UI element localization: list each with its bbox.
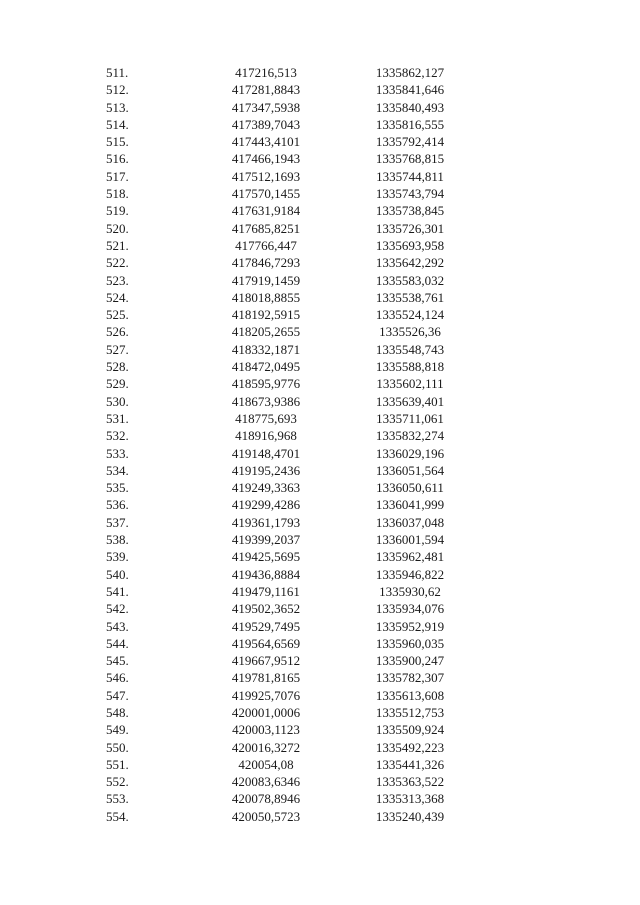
x-coordinate: 417631,9184 [231, 203, 301, 219]
x-coordinate: 417846,7293 [231, 255, 301, 271]
point-number: 531. [106, 410, 129, 426]
table-row [0, 150, 640, 167]
point-number: 534. [106, 462, 129, 478]
y-coordinate: 1335832,274 [375, 428, 445, 444]
point-number: 525. [106, 307, 129, 323]
y-coordinate: 1336051,564 [375, 462, 445, 478]
point-number: 526. [106, 324, 129, 340]
y-coordinate: 1335509,924 [375, 722, 445, 738]
point-number: 514. [106, 116, 129, 132]
point-number: 535. [106, 480, 129, 496]
x-coordinate: 420054,08 [238, 756, 294, 772]
point-number: 532. [106, 428, 129, 444]
y-coordinate: 1335744,811 [376, 168, 444, 184]
table-row [0, 375, 640, 392]
y-coordinate: 1335946,822 [375, 566, 445, 582]
y-coordinate: 1335583,032 [375, 272, 445, 288]
x-coordinate: 418332,1871 [231, 341, 301, 357]
x-coordinate: 417512,1693 [231, 168, 301, 184]
x-coordinate: 418192,5915 [231, 307, 301, 323]
table-row [0, 220, 640, 237]
point-number: 533. [106, 445, 129, 461]
y-coordinate: 1335711,061 [376, 410, 444, 426]
point-number: 512. [106, 82, 129, 98]
table-row [0, 652, 640, 669]
point-number: 521. [106, 237, 129, 253]
point-number: 515. [106, 134, 129, 150]
y-coordinate: 1335363,522 [375, 774, 445, 790]
y-coordinate: 1336041,999 [375, 497, 445, 513]
table-row [0, 600, 640, 617]
point-number: 549. [106, 722, 129, 738]
point-number: 527. [106, 341, 129, 357]
y-coordinate: 1335588,818 [375, 359, 445, 375]
y-coordinate: 1335952,919 [375, 618, 445, 634]
y-coordinate: 1335900,247 [375, 653, 445, 669]
table-row [0, 790, 640, 807]
point-number: 538. [106, 532, 129, 548]
x-coordinate: 417443,4101 [231, 134, 301, 150]
point-number: 518. [106, 186, 129, 202]
y-coordinate: 1335602,111 [376, 376, 444, 392]
y-coordinate: 1335862,127 [375, 65, 445, 80]
table-row [0, 687, 640, 704]
x-coordinate: 417919,1459 [231, 272, 301, 288]
point-number: 540. [106, 566, 129, 582]
table-row [0, 185, 640, 202]
y-coordinate: 1335960,035 [375, 635, 445, 651]
x-coordinate: 419479,1161 [232, 583, 300, 599]
point-number: 524. [106, 289, 129, 305]
y-coordinate: 1335441,326 [375, 756, 445, 772]
y-coordinate: 1336037,048 [375, 514, 445, 530]
point-number: 511. [106, 65, 129, 80]
y-coordinate: 1335639,401 [375, 393, 445, 409]
x-coordinate: 417685,8251 [231, 220, 301, 236]
x-coordinate: 419195,2436 [231, 462, 301, 478]
x-coordinate: 419361,1793 [231, 514, 301, 530]
table-row [0, 773, 640, 790]
coordinate-table [0, 64, 640, 825]
y-coordinate: 1335930,62 [379, 583, 441, 599]
table-row [0, 133, 640, 150]
table-row [0, 496, 640, 513]
y-coordinate: 1335240,439 [375, 808, 445, 824]
x-coordinate: 419249,3363 [231, 480, 301, 496]
y-coordinate: 1335743,794 [375, 186, 445, 202]
y-coordinate: 1336050,611 [376, 480, 444, 496]
table-row [0, 479, 640, 496]
x-coordinate: 420050,5723 [231, 808, 301, 824]
x-coordinate: 420003,1123 [232, 722, 300, 738]
y-coordinate: 1335841,646 [375, 82, 445, 98]
x-coordinate: 418018,8855 [231, 289, 301, 305]
table-row [0, 99, 640, 116]
point-number: 539. [106, 549, 129, 565]
x-coordinate: 419502,3652 [231, 601, 301, 617]
point-number: 545. [106, 653, 129, 669]
point-number: 541. [106, 583, 129, 599]
y-coordinate: 1335693,958 [375, 237, 445, 253]
point-number: 530. [106, 393, 129, 409]
point-number: 544. [106, 635, 129, 651]
y-coordinate: 1335782,307 [375, 670, 445, 686]
y-coordinate: 1335962,481 [375, 549, 445, 565]
table-row [0, 272, 640, 289]
x-coordinate: 419425,5695 [231, 549, 301, 565]
x-coordinate: 418205,2655 [231, 324, 301, 340]
x-coordinate: 417466,1943 [231, 151, 301, 167]
table-row [0, 721, 640, 738]
y-coordinate: 1335512,753 [375, 704, 445, 720]
point-number: 542. [106, 601, 129, 617]
table-row [0, 704, 640, 721]
x-coordinate: 420083,6346 [231, 774, 301, 790]
table-row [0, 427, 640, 444]
x-coordinate: 420001,0006 [231, 704, 301, 720]
y-coordinate: 1335934,076 [375, 601, 445, 617]
table-row [0, 306, 640, 323]
table-row [0, 254, 640, 271]
point-number: 536. [106, 497, 129, 513]
table-row [0, 202, 640, 219]
table-row [0, 358, 640, 375]
y-coordinate: 1335738,845 [375, 203, 445, 219]
x-coordinate: 418775,693 [235, 410, 297, 426]
table-row [0, 116, 640, 133]
point-number: 553. [106, 791, 129, 807]
table-row [0, 583, 640, 600]
y-coordinate: 1335548,743 [375, 341, 445, 357]
x-coordinate: 417766,447 [235, 237, 297, 253]
table-row [0, 514, 640, 531]
point-number: 543. [106, 618, 129, 634]
table-row [0, 808, 640, 825]
y-coordinate: 1335524,124 [375, 307, 445, 323]
x-coordinate: 419148,4701 [231, 445, 301, 461]
table-row [0, 739, 640, 756]
table-row [0, 289, 640, 306]
y-coordinate: 1335613,608 [375, 687, 445, 703]
table-row [0, 410, 640, 427]
table-row [0, 341, 640, 358]
x-coordinate: 419436,8884 [231, 566, 301, 582]
y-coordinate: 1335840,493 [375, 99, 445, 115]
point-number: 550. [106, 739, 129, 755]
y-coordinate: 1335816,555 [375, 116, 445, 132]
point-number: 516. [106, 151, 129, 167]
point-number: 528. [106, 359, 129, 375]
point-number: 551. [106, 756, 129, 772]
x-coordinate: 417281,8843 [231, 82, 301, 98]
x-coordinate: 418595,9776 [231, 376, 301, 392]
point-number: 529. [106, 376, 129, 392]
point-number: 554. [106, 808, 129, 824]
x-coordinate: 419399,2037 [231, 532, 301, 548]
y-coordinate: 1336029,196 [375, 445, 445, 461]
x-coordinate: 419781,8165 [231, 670, 301, 686]
x-coordinate: 420078,8946 [231, 791, 301, 807]
table-row [0, 462, 640, 479]
table-row [0, 531, 640, 548]
x-coordinate: 418673,9386 [231, 393, 301, 409]
table-row [0, 445, 640, 462]
table-row [0, 393, 640, 410]
table-row [0, 618, 640, 635]
table-row [0, 168, 640, 185]
point-number: 547. [106, 687, 129, 703]
table-row [0, 566, 640, 583]
table-row [0, 237, 640, 254]
x-coordinate: 417570,1455 [231, 186, 301, 202]
point-number: 548. [106, 704, 129, 720]
y-coordinate: 1335726,301 [375, 220, 445, 236]
x-coordinate: 419667,9512 [231, 653, 301, 669]
point-number: 522. [106, 255, 129, 271]
point-number: 523. [106, 272, 129, 288]
table-row [0, 635, 640, 652]
x-coordinate: 417216,513 [235, 65, 297, 80]
x-coordinate: 419299,4286 [231, 497, 301, 513]
x-coordinate: 418472,0495 [231, 359, 301, 375]
x-coordinate: 419564,6569 [231, 635, 301, 651]
point-number: 546. [106, 670, 129, 686]
y-coordinate: 1335642,292 [375, 255, 445, 271]
x-coordinate: 417347,5938 [231, 99, 301, 115]
table-row [0, 323, 640, 340]
y-coordinate: 1335313,368 [375, 791, 445, 807]
point-number: 513. [106, 99, 129, 115]
x-coordinate: 417389,7043 [231, 116, 301, 132]
point-number: 552. [106, 774, 129, 790]
y-coordinate: 1335792,414 [375, 134, 445, 150]
y-coordinate: 1335526,36 [379, 324, 441, 340]
table-row [0, 669, 640, 686]
x-coordinate: 419529,7495 [231, 618, 301, 634]
y-coordinate: 1335492,223 [375, 739, 445, 755]
y-coordinate: 1335768,815 [375, 151, 445, 167]
point-number: 537. [106, 514, 129, 530]
point-number: 519. [106, 203, 129, 219]
y-coordinate: 1336001,594 [375, 532, 445, 548]
x-coordinate: 418916,968 [235, 428, 297, 444]
table-row [0, 81, 640, 98]
x-coordinate: 420016,3272 [231, 739, 301, 755]
table-row [0, 548, 640, 565]
table-row [0, 64, 640, 81]
point-number: 520. [106, 220, 129, 236]
x-coordinate: 419925,7076 [231, 687, 301, 703]
table-row [0, 756, 640, 773]
point-number: 517. [106, 168, 129, 184]
y-coordinate: 1335538,761 [375, 289, 445, 305]
